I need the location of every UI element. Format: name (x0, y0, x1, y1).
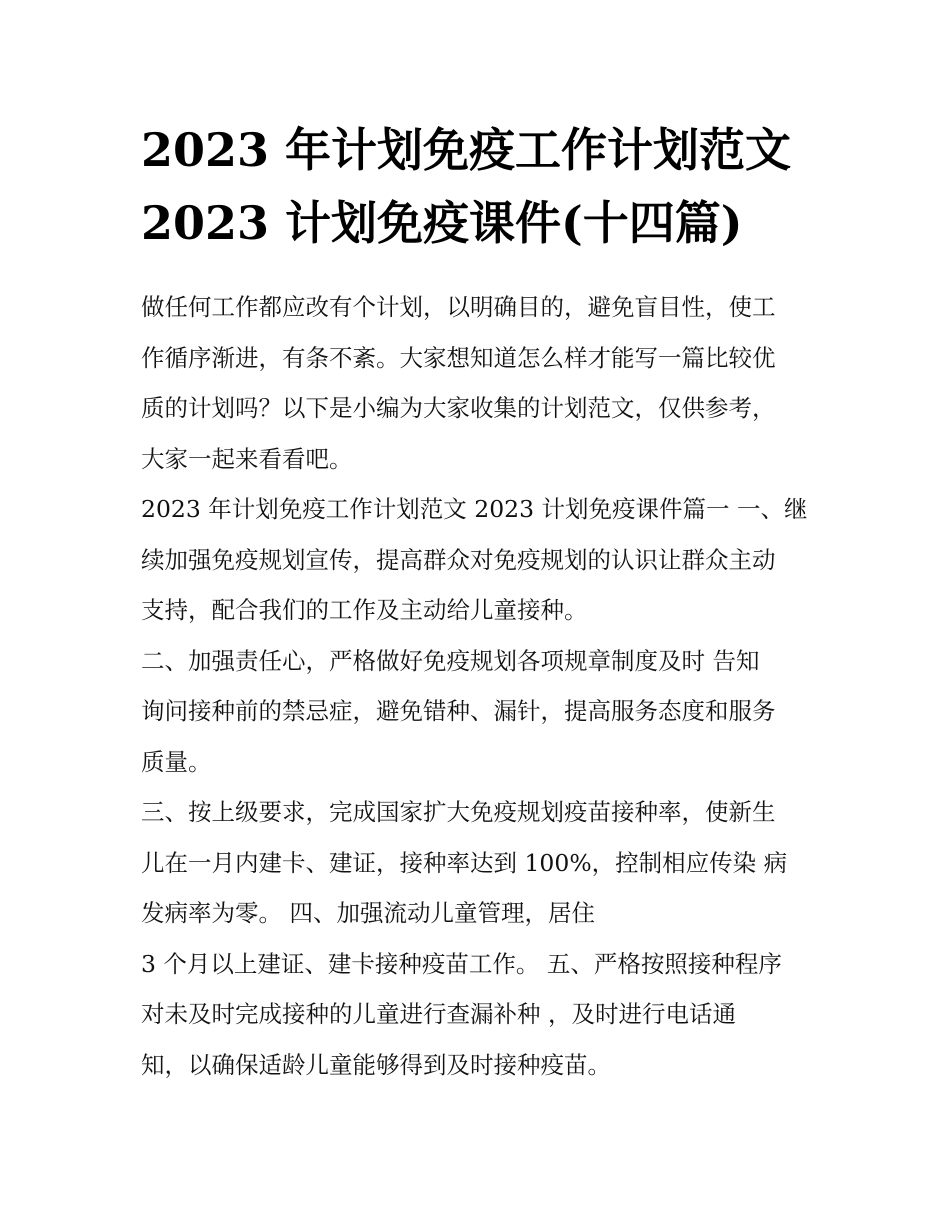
body-line-16: 知，以确保适龄儿童能够得到及时接种疫苗。 (141, 1050, 611, 1079)
body-line-7: 支持，配合我们的工作及主动给儿童接种。 (141, 596, 588, 624)
body-line-5: 2023 年计划免疫工作计划范文 2023 计划免疫课件篇一 一、继 (141, 495, 808, 523)
title-line-1: 2023 年计划免疫工作计划范文 (141, 123, 792, 177)
body-line-13: 发病率为零。 四、加强流动儿童管理，居住 (141, 899, 595, 927)
body-line-1: 做任何工作都应改有个计划，以明确目的，避免盲目性，使工 (141, 293, 776, 321)
body-line-10: 质量。 (141, 747, 212, 776)
body-line-11: 三、按上级要求，完成国家扩大免疫规划疫苗接种率，使新生 (141, 798, 776, 826)
document-body (141, 282, 813, 1090)
body-line-15: 对未及时完成接种的儿童进行查漏补种 ，及时进行电话通 (141, 1000, 736, 1028)
body-line-9: 询问接种前的禁忌症，避免错种、漏针，提高服务态度和服务 (141, 697, 776, 725)
title-line-2: 2023 计划免疫课件(十四篇) (141, 196, 743, 250)
body-line-4: 大家一起来看看吧。 (141, 444, 353, 473)
body-line-6: 续加强免疫规划宣传，提高群众对免疫规划的认识让群众主动 (141, 545, 776, 574)
document-title (141, 114, 831, 260)
body-line-8: 二、加强责任心，严格做好免疫规划各项规章制度及时 告知 (141, 646, 760, 675)
body-line-12: 儿在一月内建卡、建证，接种率达到 100%，控制相应传染 病 (141, 848, 788, 877)
body-line-2: 作循序渐进，有条不紊。大家想知道怎么样才能写一篇比较优 (141, 343, 776, 372)
body-line-14: 3 个月以上建证、建卡接种疫苗工作。 五、严格按照接种程序 (141, 949, 782, 978)
body-line-3: 质的计划吗？以下是小编为大家收集的计划范文，仅供参考， (141, 394, 776, 422)
